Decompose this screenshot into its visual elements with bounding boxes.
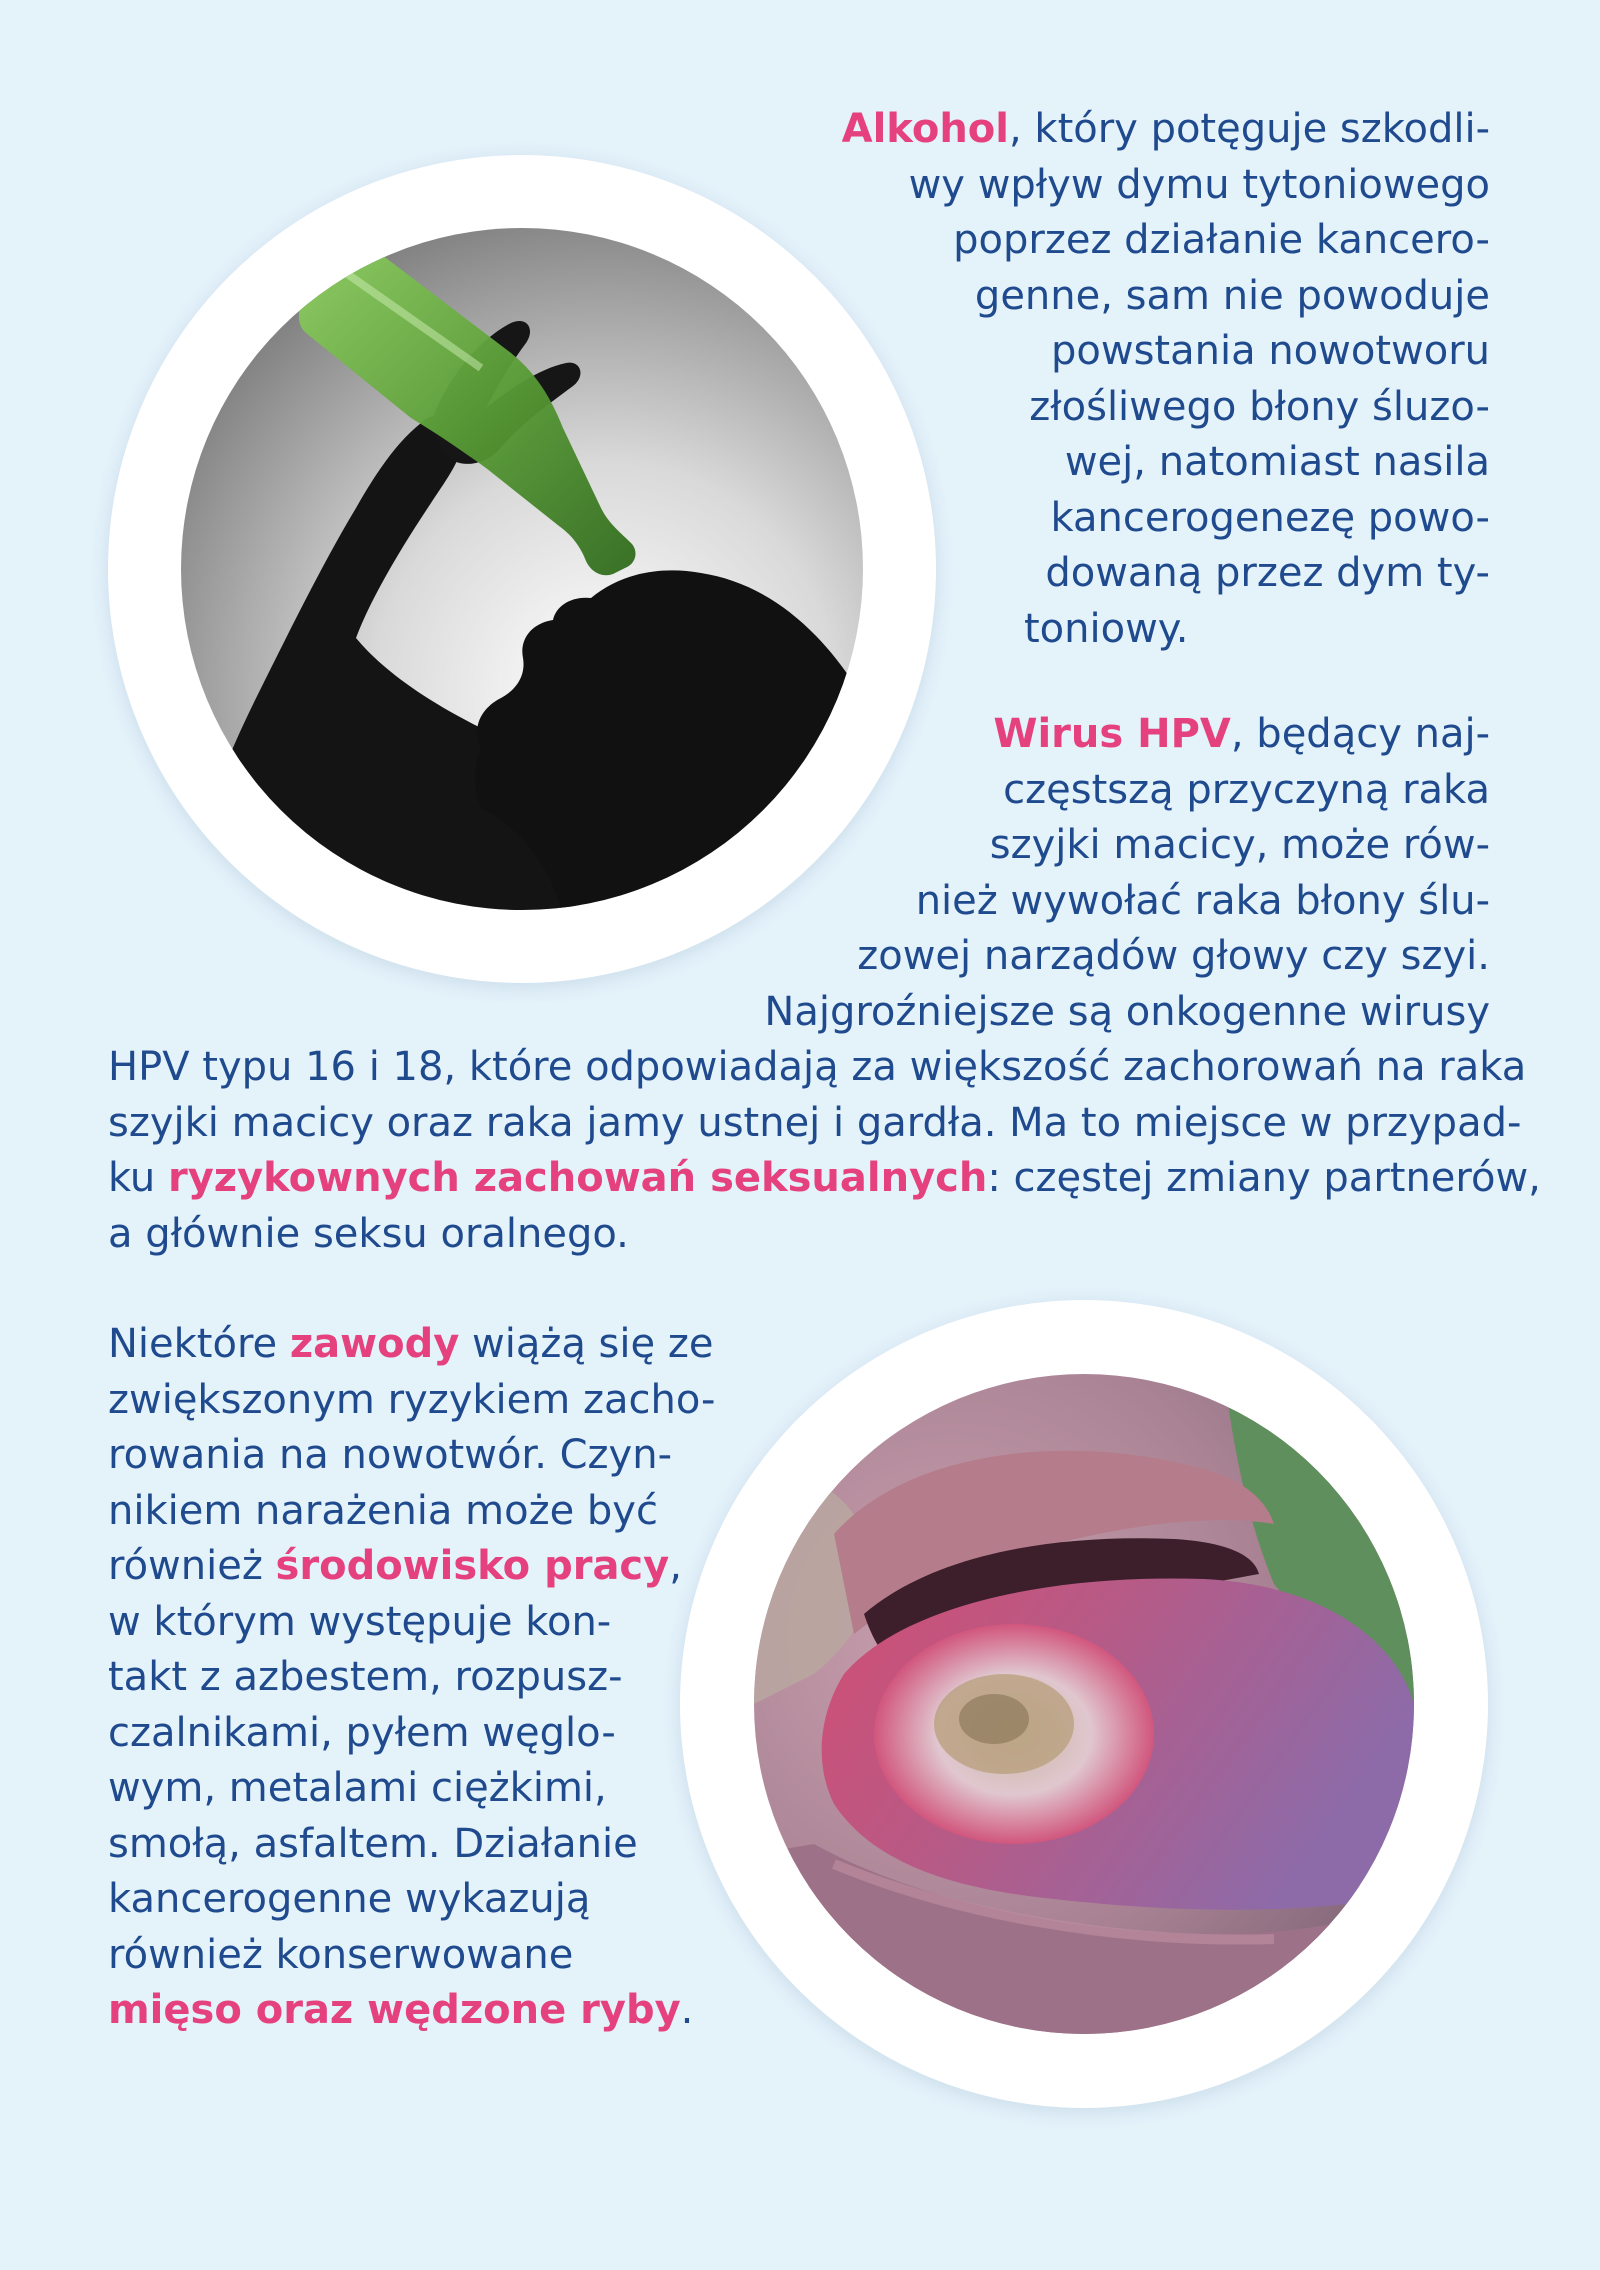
text-line: w którym występuje kon- bbox=[108, 1598, 612, 1645]
text-line: wym, metalami ciężkimi, bbox=[108, 1765, 607, 1811]
text-line: Wirus HPV, będący naj- bbox=[993, 711, 1490, 757]
text-line: toniowy. bbox=[1024, 605, 1189, 652]
text-line: mięso oraz wędzone ryby. bbox=[108, 1987, 694, 2033]
text-line: czalnikami, pyłem węglo- bbox=[108, 1709, 616, 1756]
text-line: wej, natomiast nasila bbox=[1064, 439, 1490, 485]
text-line: poprzez działanie kancero- bbox=[953, 217, 1490, 263]
text-line: kancerogenne wykazują bbox=[108, 1876, 591, 1922]
text-line: HPV typu 16 i 18, które odpowiadają za większość zachorowań na raka bbox=[108, 1044, 1527, 1090]
text-line: genne, sam nie powoduje bbox=[974, 272, 1490, 319]
text-line: również konserwowane bbox=[108, 1931, 574, 1978]
text-line: złośliwego błony śluzo- bbox=[1029, 383, 1490, 430]
text-line: zowej narządów głowy czy szyi. bbox=[857, 933, 1490, 979]
text-line: takt z azbestem, rozpusz- bbox=[108, 1654, 623, 1700]
hpv-paragraph-continuation bbox=[108, 1040, 1541, 1262]
text-line: Alkohol, który potęguje szkodli- bbox=[841, 106, 1490, 152]
text-line: szyjki macicy oraz raka jamy ustnej i gardła. Ma to miejsce w przypad- bbox=[108, 1099, 1522, 1146]
alcohol-paragraph bbox=[780, 102, 1490, 657]
keyword-ryzykownych-zachowan: ryzykownych zachowań seksualnych bbox=[168, 1155, 988, 1201]
text-line: a głównie seksu oralnego. bbox=[108, 1210, 629, 1257]
tongue-image-frame bbox=[680, 1300, 1488, 2108]
tongue-lesion-photo-icon bbox=[754, 1374, 1414, 2034]
text-line: Niektóre zawody wiążą się ze bbox=[108, 1321, 714, 1367]
text-line: powstania nowotworu bbox=[1051, 328, 1490, 374]
text-line: dowaną przez dym ty- bbox=[1045, 550, 1490, 596]
text-line: szyjki macicy, może rów- bbox=[989, 822, 1490, 868]
text-line: smołą, asfaltem. Działanie bbox=[108, 1820, 638, 1867]
text-line: nikiem narażenia może być bbox=[108, 1487, 658, 1534]
keyword-zawody: zawody bbox=[289, 1321, 460, 1367]
text-line: rowania na nowotwór. Czyn- bbox=[108, 1432, 673, 1478]
tongue-photo bbox=[754, 1374, 1414, 2034]
text-line: również środowisko pracy, bbox=[108, 1543, 682, 1589]
text-line: wy wpływ dymu tytoniowego bbox=[908, 161, 1490, 208]
keyword-alkohol: Alkohol bbox=[841, 106, 1009, 152]
text-line: kancerogenezę powo- bbox=[1050, 494, 1490, 541]
text-line: Najgroźniejsze są onkogenne wirusy bbox=[764, 988, 1490, 1035]
keyword-srodowisko-pracy: środowisko pracy bbox=[275, 1543, 670, 1589]
text-line: zwiększonym ryzykiem zacho- bbox=[108, 1376, 716, 1423]
hpv-paragraph bbox=[700, 707, 1490, 1040]
text-line: częstszą przyczyną raka bbox=[1003, 766, 1490, 813]
text-line: ku ryzykownych zachowań seksualnych: częstej zmiany partnerów, bbox=[108, 1155, 1541, 1201]
text-line: nież wywołać raka błony ślu- bbox=[915, 877, 1490, 924]
keyword-wirus-hpv: Wirus HPV bbox=[993, 711, 1231, 757]
occupation-paragraph bbox=[108, 1317, 728, 2039]
keyword-mieso-wedzone-ryby: mięso oraz wędzone ryby bbox=[108, 1987, 681, 2033]
